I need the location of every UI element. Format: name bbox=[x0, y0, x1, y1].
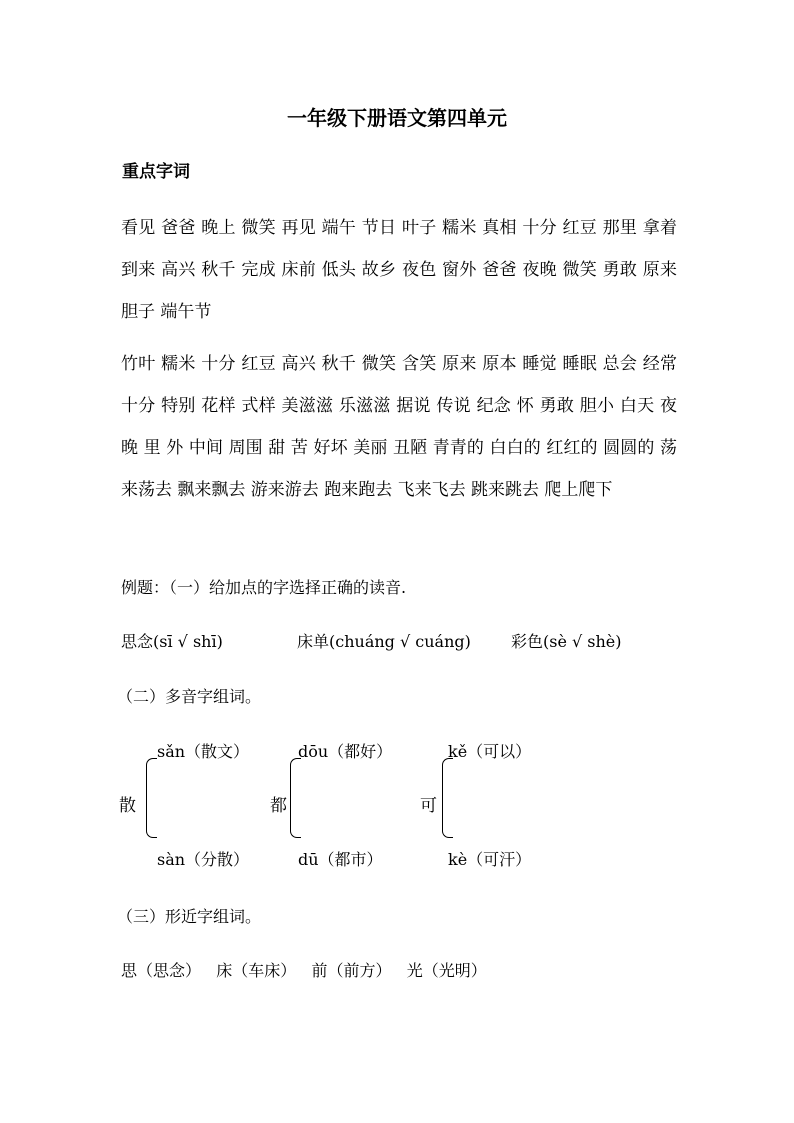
polyphone-reading-bottom: kè（可汗） bbox=[448, 850, 532, 869]
polyphone-reading-top: dōu（都好） bbox=[298, 742, 393, 761]
bracket bbox=[442, 758, 453, 838]
polyphone-char: 散 bbox=[119, 796, 136, 816]
section-heading: 重点字词 bbox=[122, 162, 190, 182]
polyphone-reading-top: kě（可以） bbox=[448, 742, 532, 761]
page-title: 一年级下册语文第四单元 bbox=[287, 106, 507, 130]
polyphone-char: 都 bbox=[270, 796, 287, 816]
pinyin-item: 床单(chuáng √ cuáng) bbox=[297, 632, 471, 651]
example-intro: 例题：（一）给加点的字选择正确的读音. bbox=[121, 578, 407, 597]
pinyin-choice-row bbox=[121, 630, 622, 654]
polyphone-reading-bottom: dū（都市） bbox=[298, 850, 383, 869]
similar-chars-row: 思（思念） 床（车床） 前（前方） 光（光明） bbox=[121, 961, 487, 980]
bracket bbox=[290, 758, 301, 838]
key-words-paragraph-1: 看见 爸爸 晚上 微笑 再见 端午 节日 叶子 糯米 真相 十分 红豆 那里 拿着 到来 高兴 秋千 完成 床前 低头 故乡 夜色 窗外 爸爸 夜晚 微笑 勇敢 原来 胆子 端午节 bbox=[121, 218, 677, 322]
polyphone-reading-bottom: sàn（分散） bbox=[157, 850, 250, 869]
pinyin-item: 思念(sī √ shī) bbox=[121, 632, 223, 651]
polyphone-char: 可 bbox=[420, 796, 437, 816]
pinyin-item: 彩色(sè √ shè) bbox=[511, 632, 622, 651]
question-3-heading: （三）形近字组词。 bbox=[117, 907, 262, 926]
key-words-paragraph-2: 竹叶 糯米 十分 红豆 高兴 秋千 微笑 含笑 原来 原本 睡觉 睡眠 总会 经常 十分 特别 花样 式样 美滋滋 乐滋滋 据说 传说 纪念 怀 勇敢 胆小 白天 夜晚 里 外 中间 周围 甜 苦 好坏 美丽 丑陋 青青的 白白的 红红的 圆圆的 荡来荡去 飘来飘去 游来游去 跑来跑去 飞来飞去 跳来跳去 爬上爬下 bbox=[121, 354, 677, 500]
polyphone-reading-top: sǎn（散文） bbox=[157, 742, 250, 761]
bracket bbox=[146, 758, 157, 838]
question-2-heading: （二）多音字组词。 bbox=[117, 687, 262, 706]
